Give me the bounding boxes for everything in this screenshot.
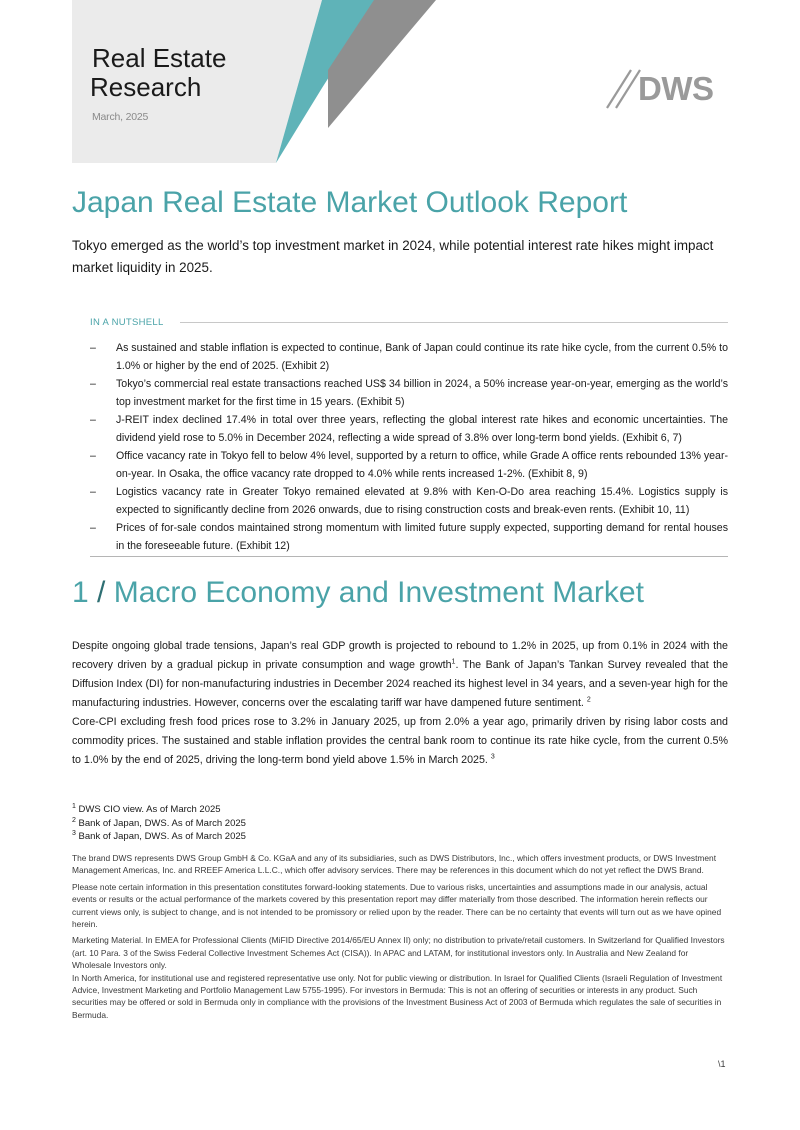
list-item-text: As sustained and stable inflation is expected to continue, Bank of Japan could continue its rate hike cycle, from the current 0.5% to 1.0% or higher by the end of 2025. (Exhibit 2) xyxy=(116,342,728,372)
report-date: March, 2025 xyxy=(92,111,149,123)
list-item-text: Prices of for-sale condos maintained strong momentum with limited future supply expected, supporting demand for rental houses in the foreseeable future. (Exhibit 12) xyxy=(116,522,728,552)
nutshell-bottom-rule xyxy=(90,556,728,557)
list-item xyxy=(90,375,728,411)
disclaimer-paragraph: Please note certain information in this presentation constitutes forward-looking statements. Due to various risks, uncertainties and assumptions made in our analysis, actual events or results or the actual performance of the markets covered by this presentation report may differ materially from those described. The information herein reflects our current views only, is subject to change, and is not intended to be promissory or relied upon by the reader. There can be no certainty that events will turn out as we have opined herein. xyxy=(72,881,722,930)
bullet-dash: – xyxy=(90,450,96,462)
nutshell-top-rule xyxy=(180,322,728,323)
list-item xyxy=(90,447,728,483)
disclaimer xyxy=(72,852,728,1021)
bullet-dash: – xyxy=(90,342,96,354)
title-line-1: Real Estate xyxy=(92,43,227,73)
nutshell-list xyxy=(90,339,728,555)
bullet-dash: – xyxy=(90,486,96,498)
footnote-number: 1 xyxy=(72,802,76,810)
paragraph-text: Despite ongoing global trade tensions, Japan’s real GDP growth is projected to rebound to 1.2% in 2025, up from 0.1% in 2024 with the recovery driven by a gradual pickup in private consumption and wage growth xyxy=(72,640,728,671)
bullet-dash: – xyxy=(90,522,96,534)
bullet-dash: – xyxy=(90,414,96,426)
list-item xyxy=(90,339,728,375)
list-item-text: Logistics vacancy rate in Greater Tokyo remained elevated at 9.8% with Ken-O-Do area reaching 15.4%. Logistics supply is expected to significantly decline from 2026 onwards, due to rising construction costs and break-even rents. (Exhibit 10, 11) xyxy=(116,486,728,516)
section-slash: / xyxy=(97,576,106,609)
lede-paragraph: Tokyo emerged as the world’s top investment market in 2024, while potential interest rate hikes might impact market liquidity in 2025. xyxy=(72,238,714,275)
disclaimer-paragraph: The brand DWS represents DWS Group GmbH & Co. KGaA and any of its subsidiaries, such as DWS Distributors, Inc., which offers investment products, or DWS Investment Management Americas, Inc. and RREEF America L.L.C., which offer advisory services. There may be references in this document which do not yet reflect the DWS Brand. xyxy=(72,853,717,876)
footnotes xyxy=(72,803,246,844)
section-body xyxy=(72,637,728,770)
list-item xyxy=(90,411,728,447)
bullet-dash: – xyxy=(90,378,96,390)
footnote-text: Bank of Japan, DWS. As of March 2025 xyxy=(75,817,246,829)
disclaimer-paragraph: In North America, for institutional use and registered representative use only. Not for public viewing or distribution. In Israel for Qualified Clients (Israeli Regulation of Investment Advice, Investment Marketing and Portfolio Management Law 5755-1995). For investors in Bermuda: This is not an offering of securities or interests in any product. Such securities may be offered or sold in Bermuda only in compliance with the provisions of the Investment Business Act of 2003 of Bermuda which regulates the sale of securities in Bermuda. xyxy=(72,972,723,1020)
body-paragraph-2 xyxy=(72,713,728,770)
nutshell-label: IN A NUTSHELL xyxy=(90,317,164,328)
footnote xyxy=(72,830,246,844)
paragraph-text: . The Bank of Japan’s Tankan Survey revealed that the Diffusion Index (DI) for non-manufacturing industries in December 2024 reached its highest level in 34 years, and a seven-year high for the manufacturing industries. However, concerns over the escalating tariff war have dampened future sentiment. xyxy=(72,659,729,709)
section-number: 1 xyxy=(72,576,89,609)
dws-logo xyxy=(605,68,729,110)
disclaimer-paragraph: Marketing Material. In EMEA for Professional Clients (MiFID Directive 2014/65/EU Annex II) only; no distribution to private/retail customers. In Switzerland for Qualified Investors (art. 10 Para. 3 of the Swiss Federal Collective Investment Schemes Act (CISA)). In APAC and LATAM, for institutional investors only. In Australia and New Zealand for Wholesale Investors only. xyxy=(72,935,725,971)
body-paragraph-1 xyxy=(72,637,728,713)
footnote-ref-3[interactable]: 3 xyxy=(490,753,495,761)
page-title: Japan Real Estate Market Outlook Report xyxy=(72,186,628,219)
footnote xyxy=(72,803,246,817)
footnote-text: Bank of Japan, DWS. As of March 2025 xyxy=(75,831,246,842)
list-item xyxy=(90,483,728,519)
list-item-text: Office vacancy rate in Tokyo fell to below 4% level, supported by a return to office, while Grade A office rents rebounded 13% year-on-year. In Osaka, the office vacancy rate dropped to 4.0% while rents increased 1-2%. (Exhibit 8, 9) xyxy=(116,450,728,480)
footnote-number: 3 xyxy=(72,829,76,837)
report-series-title xyxy=(92,44,226,102)
footnote-number: 2 xyxy=(72,816,76,824)
paragraph-text: Core-CPI excluding fresh food prices rose to 3.2% in January 2025, up from 2.0% a year ago, primarily driven by rising labor costs and commodity prices. The sustained and stable inflation provides the central bank room to continue its rate hike cycle, from the current 0.5% to 1.0% by the end of 2025, driving the long-term bond yield above 1.5% in March 2025. xyxy=(72,716,728,766)
page-number: \1 xyxy=(718,1059,726,1069)
footnote-ref-1[interactable]: 1 xyxy=(451,658,456,666)
list-item-text: Tokyo’s commercial real estate transactions reached US$ 34 billion in 2024, a 50% increase year-on-year, emerging as the world’s top investment market for the first time in 15 years. (Exhibit 5) xyxy=(116,378,728,408)
title-line-2: Research xyxy=(90,72,202,102)
footnote xyxy=(72,817,246,831)
list-item xyxy=(90,519,728,555)
footnote-ref-2[interactable]: 2 xyxy=(586,696,591,704)
section-title: Macro Economy and Investment Market xyxy=(113,576,644,609)
footnote-text: DWS CIO view. As of March 2025 xyxy=(75,804,221,815)
section-heading xyxy=(72,576,644,610)
dws-logo-text: DWS xyxy=(638,70,714,107)
list-item-text: J-REIT index declined 17.4% in total over three years, reflecting the global interest rate hikes and economic uncertainties. The dividend yield rose to 5.0% in December 2024, reflecting a wide spread of 3.8% over long-term bond yields. (Exhibit 6, 7) xyxy=(116,414,728,444)
